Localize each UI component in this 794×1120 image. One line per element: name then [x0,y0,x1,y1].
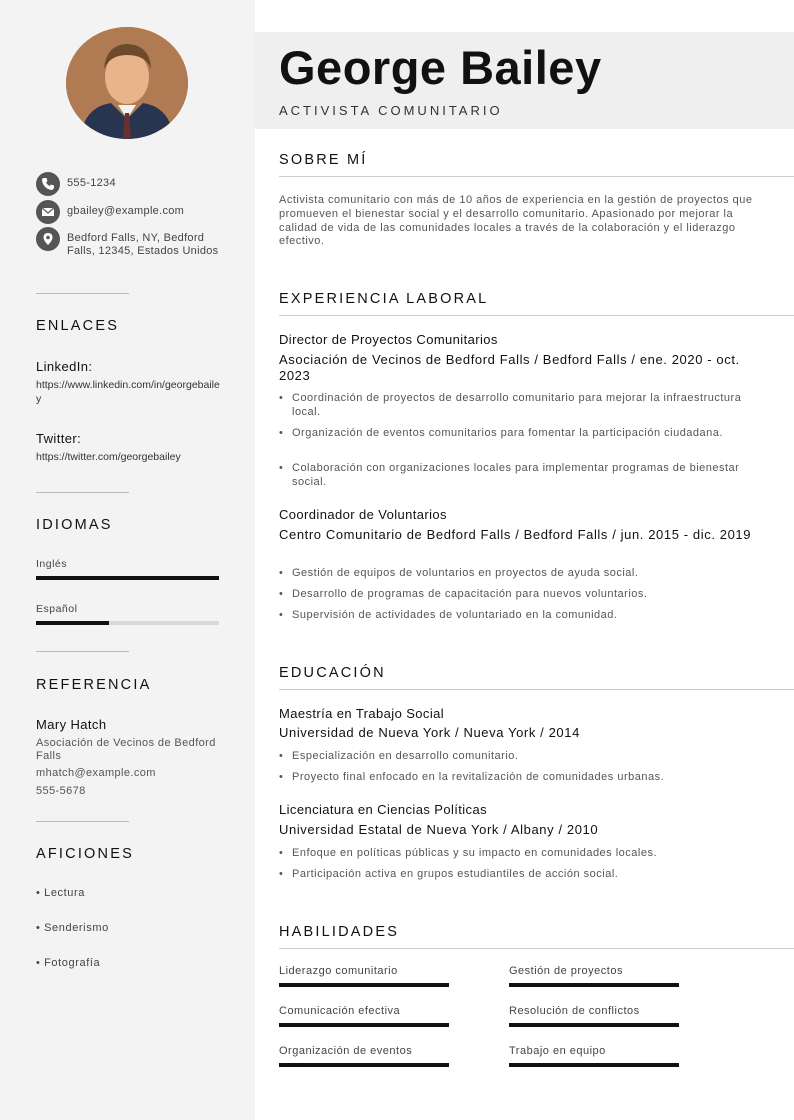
skill-bar [279,983,449,987]
job-bullet: • Organización de eventos comunitarios para fomentar la participación ciudadana. [279,427,749,441]
job-bullet: • Desarrollo de programas de capacitación para nuevos voluntarios. [279,588,749,602]
job-bullet: • Colaboración con organizaciones locales para implementar programas de bienestar social. [279,462,749,489]
sidebar-divider [36,821,129,822]
job-org: Centro Comunitario de Bedford Falls / Bedford Falls / jun. 2015 - dic. 2019 [279,527,752,542]
sidebar-divider [36,492,129,493]
reference-phone: 555-5678 [36,785,86,797]
skill-bar [279,1063,449,1067]
hobby-label: Senderismo [44,922,109,934]
skill-bar [279,1023,449,1027]
skill-name: Gestión de proyectos [509,965,623,977]
skill-bar [509,983,679,987]
hobby-label: Fotografía [44,957,101,969]
hobbies-heading: AFICIONES [36,846,134,862]
job-bullet: • Gestión de equipos de voluntarios en proyectos de ayuda social. [279,567,749,581]
job-bullet: • Supervisión de actividades de voluntariado en la comunidad. [279,609,749,623]
languages-heading: IDIOMAS [36,517,113,533]
education-heading: EDUCACIÓN [279,665,386,681]
skills-heading: HABILIDADES [279,924,400,940]
degree-bullet: • Enfoque en políticas públicas y su impacto en comunidades locales. [279,847,749,861]
job-bullet: • Coordinación de proyectos de desarrollo comunitario para mejorar la infraestructura local. [279,392,749,419]
degree-org: Universidad Estatal de Nueva York / Albany / 2010 [279,822,599,837]
language-level-bar [36,621,219,625]
twitter-label: Twitter: [36,431,82,446]
language-level-bar [36,576,219,580]
language-name: Español [36,603,78,615]
skill-name: Trabajo en equipo [509,1045,606,1057]
section-divider [279,176,794,177]
sidebar-divider [36,293,129,294]
degree-bullet: • Especialización en desarrollo comunitario. [279,750,749,764]
location-pin-icon [36,227,60,251]
links-heading: ENLACES [36,318,120,334]
about-text: Activista comunitario con más de 10 años de experiencia en la gestión de proyectos que promueven el bienestar social y el desarrollo comunitario. Apasionado por mejorar la calidad de vida de las comunidades locales a través de la colaboración y el liderazgo efectivo. [279,194,753,248]
skill-name: Comunicación efectiva [279,1005,401,1017]
degree-title: Licenciatura en Ciencias Políticas [279,802,487,817]
email-address[interactable]: gbailey@example.com [67,205,185,217]
about-heading: SOBRE MÍ [279,152,368,168]
degree-title: Maestría en Trabajo Social [279,706,445,721]
job-org: Asociación de Vecinos de Bedford Falls / Bedford Falls / ene. 2020 - oct. 2023 [279,352,740,383]
reference-heading: REFERENCIA [36,677,152,693]
language-level-fill [36,621,109,625]
section-divider [279,315,794,316]
hobby-item: • Lectura [36,887,85,899]
degree-org: Universidad de Nueva York / Nueva York / 2014 [279,725,580,740]
person-portrait-icon [66,27,188,139]
linkedin-label: LinkedIn: [36,359,93,374]
degree-bullet: • Proyecto final enfocado en la revitalización de comunidades urbanas. [279,771,749,785]
job-title: Coordinador de Voluntarios [279,507,447,522]
experience-heading: EXPERIENCIA LABORAL [279,291,489,307]
hobby-label: Lectura [44,887,85,899]
reference-name: Mary Hatch [36,717,107,732]
mail-icon [36,200,60,224]
hobby-item: • Senderismo [36,922,109,934]
skill-bar [509,1063,679,1067]
profile-photo [66,27,188,139]
skill-bar [509,1023,679,1027]
job-title: Director de Proyectos Comunitarios [279,332,498,347]
language-name: Inglés [36,558,68,570]
reference-org: Asociación de Vecinos de Bedford Falls [36,737,216,762]
section-divider [279,689,794,690]
skill-name: Organización de eventos [279,1045,413,1057]
section-divider [279,948,794,949]
skill-name: Liderazgo comunitario [279,965,398,977]
twitter-link[interactable]: https://twitter.com/georgebailey [36,451,181,463]
phone-icon [36,172,60,196]
postal-address: Bedford Falls, NY, Bedford Falls, 12345, Estados Unidos [67,232,219,257]
linkedin-link[interactable]: https://www.linkedin.com/in/georgebailey [36,379,220,405]
hobby-item: • Fotografía [36,957,101,969]
phone-number: 555-1234 [67,177,116,189]
sidebar-divider [36,651,129,652]
person-role: ACTIVISTA COMUNITARIO [279,103,503,118]
language-level-fill [36,576,219,580]
reference-email[interactable]: mhatch@example.com [36,767,156,779]
degree-bullet: • Participación activa en grupos estudiantiles de acción social. [279,868,749,882]
skill-name: Resolución de conflictos [509,1005,640,1017]
person-name: George Bailey [279,41,602,94]
